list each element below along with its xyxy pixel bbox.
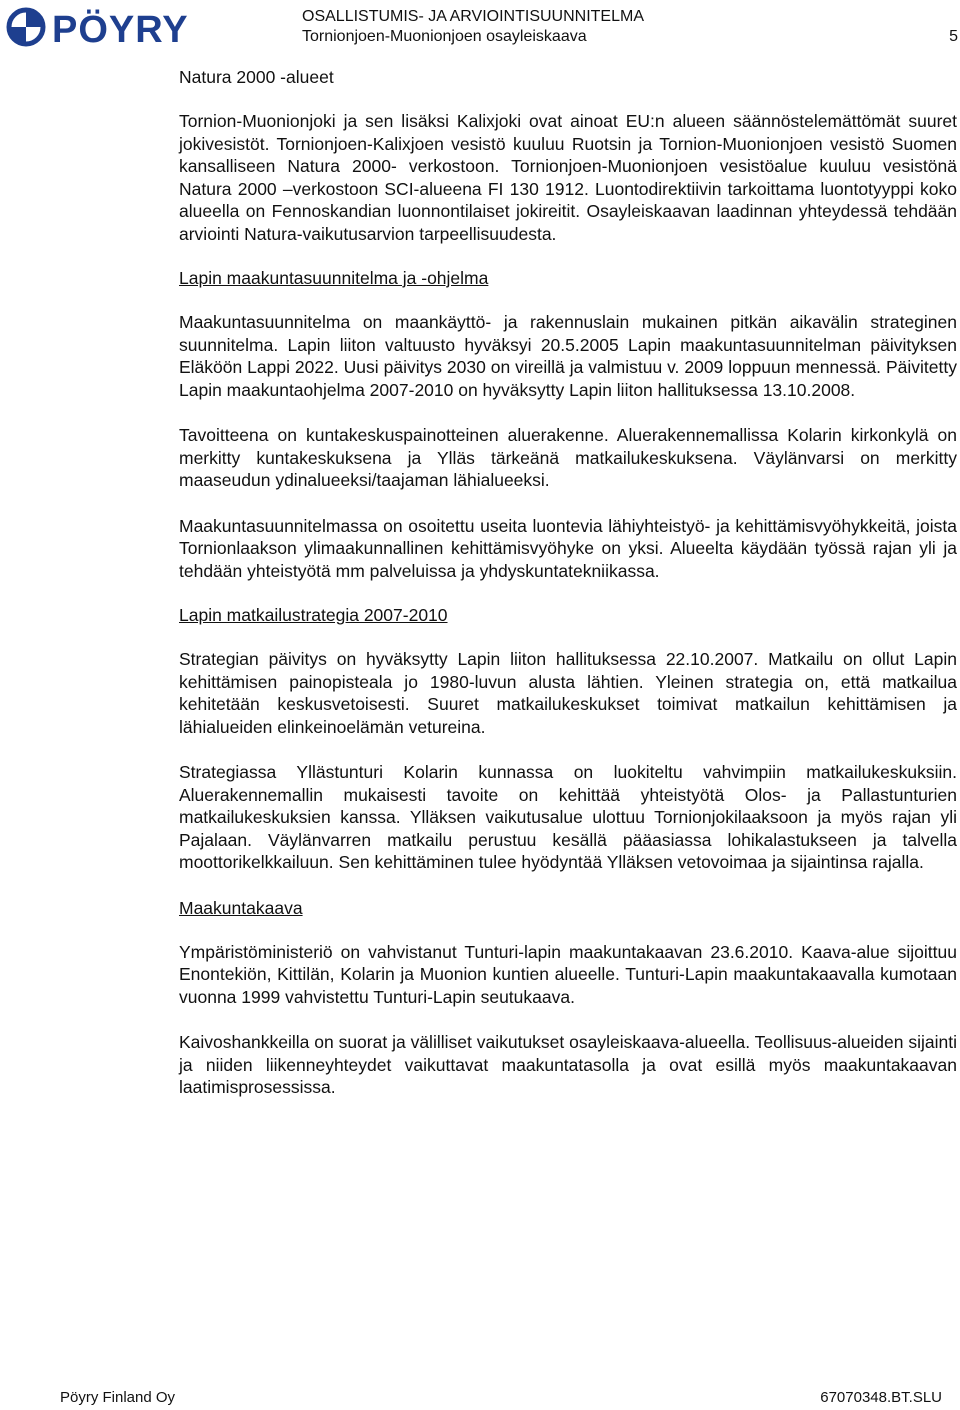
page-header xyxy=(302,7,958,47)
section-heading-maakuntasuunnitelma: Lapin maakuntasuunnitelma ja -ohjelma xyxy=(179,268,489,288)
section-heading-matkailustrategia: Lapin matkailustrategia 2007-2010 xyxy=(179,605,448,625)
document-type: OSALLISTUMIS- JA ARVIOINTISUUNNITELMA xyxy=(302,8,644,25)
paragraph-maakuntasuunnitelma-2: Tavoitteena on kuntakeskuspainotteinen aluerakenne. Aluerakennemallissa Kolarin kirkonkylä on merkitty kuntakeskuksena ja Ylläs tärkeänä matkailukeskuksena. Väylänvarsi on merkitty maaseudun ydinalueeksi/taajaman lähialueeksi. xyxy=(179,425,957,490)
section-heading-natura: Natura 2000 -alueet xyxy=(179,67,334,87)
paragraph-matkailustrategia-2: Strategiassa Yllästunturi Kolarin kunnassa on luokiteltu vahvimpiin matkailukeskuksiin. Aluerakennemallin mukaisesti tavoite on kehittää yhteistyötä Olos- ja Pallastunturien matkailukeskuksien kanssa. Ylläksen vaikutusalue ulottuu Tornionjokilaaksoon ja myös rajan yli Pajalaan. Väylänvarren matkailu perustuu kesällä pääasiassa lohikalastukseen ja talvella moottorikelkkailuun. Sen kehittäminen tulee hyödyntää Ylläksen vetovoimaa ja sijaintinsa rajalla. xyxy=(179,762,957,872)
paragraph-natura: Tornion-Muonionjoki ja sen lisäksi Kalixjoki ovat ainoat EU:n alueen säännöstelemättömät suuret jokivesistöt. Tornionjoen-Kalixjoen vesistö kuuluu Ruotsin ja Tornion-Muonionjoen vesistö Suomen kansalliseen Natura 2000- verkostoon. Tornionjoen-Muonionjoen vesistöalue kuuluu vesistönä Natura 2000 –verkostoon SCI-alueena FI 130 1912. Luontodirektiivin tarkoittama luontotyyppi koko alueella on Fennoskandian luonnontilaiset jokireitit. Osayleiskaavan laadinnan yhteydessä tehdään arviointi Natura-vaikutusarvion tarpeellisuudesta. xyxy=(179,111,957,244)
poyry-emblem-icon xyxy=(9,10,43,44)
document-subtitle: Tornionjoen-Muonionjoen osayleiskaava xyxy=(302,28,587,45)
footer-document-code: 67070348.BT.SLU xyxy=(820,1389,942,1406)
poyry-logo xyxy=(6,6,246,50)
logo-wordmark: PÖYRY xyxy=(52,9,189,50)
section-heading-maakuntakaava: Maakuntakaava xyxy=(179,897,303,918)
paragraph-maakuntasuunnitelma-3: Maakuntasuunnitelmassa on osoitettu useita luontevia lähiyhteistyö- ja kehittämisvyöhykkeitä, joista Tornionlaakson ylimaakunnallinen kehittämisvyöhyke on yksi. Alueelta käydään työssä rajan yli ja tehdään yhteistyötä mm palveluissa ja yhdyskuntatekniikassa. xyxy=(179,515,957,581)
page-number: 5 xyxy=(949,28,958,45)
footer-company: Pöyry Finland Oy xyxy=(60,1389,176,1406)
document-body xyxy=(179,66,957,1099)
paragraph-maakuntasuunnitelma-1: Maakuntasuunnitelma on maankäyttö- ja rakennuslain mukainen pitkän aikavälin strateginen suunnitelma. Lapin liiton valtuusto hyväksyi 20.5.2005 Lapin maakuntasuunnitelman päivityksen Eläköön Lappi 2022. Uusi päivitys 2030 on vireillä ja valmistuu v. 2009 loppuun mennessä. Päivitetty Lapin maakuntaohjelma 2007-2010 on hyväksytty Lapin liiton hallituksessa 13.10.2008. xyxy=(179,312,957,400)
paragraph-maakuntakaava-1: Ympäristöministeriö on vahvistanut Tunturi-lapin maakuntakaavan 23.6.2010. Kaava-alue sijoittuu Enontekiön, Kittilän, Kolarin ja Muonion kuntien alueelle. Tunturi-Lapin maakuntakaavalla kumotaan vuonna 1999 vahvistettu Tunturi-Lapin seutukaava. xyxy=(179,941,957,1007)
paragraph-maakuntakaava-2: Kaivoshankkeilla on suorat ja välilliset vaikutukset osayleiskaava-alueella. Teollisuus-alueiden sijainti ja niiden liikenneyhteydet vaikuttavat maakuntatasolla ja ovat esillä myös maakuntakaavan laatimisprosessissa. xyxy=(179,1032,957,1097)
paragraph-matkailustrategia-1: Strategian päivitys on hyväksytty Lapin liiton hallituksessa 22.10.2007. Matkailu on ollut Lapin kehittämisen painopisteala jo 1980-luvun alusta lähtien. Yleinen strategia on, että matkailua kehitetään keskusvetoisesti. Suuret matkailukeskukset toimivat matkailun kehittämisen ja lähialueiden elinkeinoelämän vetureina. xyxy=(179,649,957,737)
